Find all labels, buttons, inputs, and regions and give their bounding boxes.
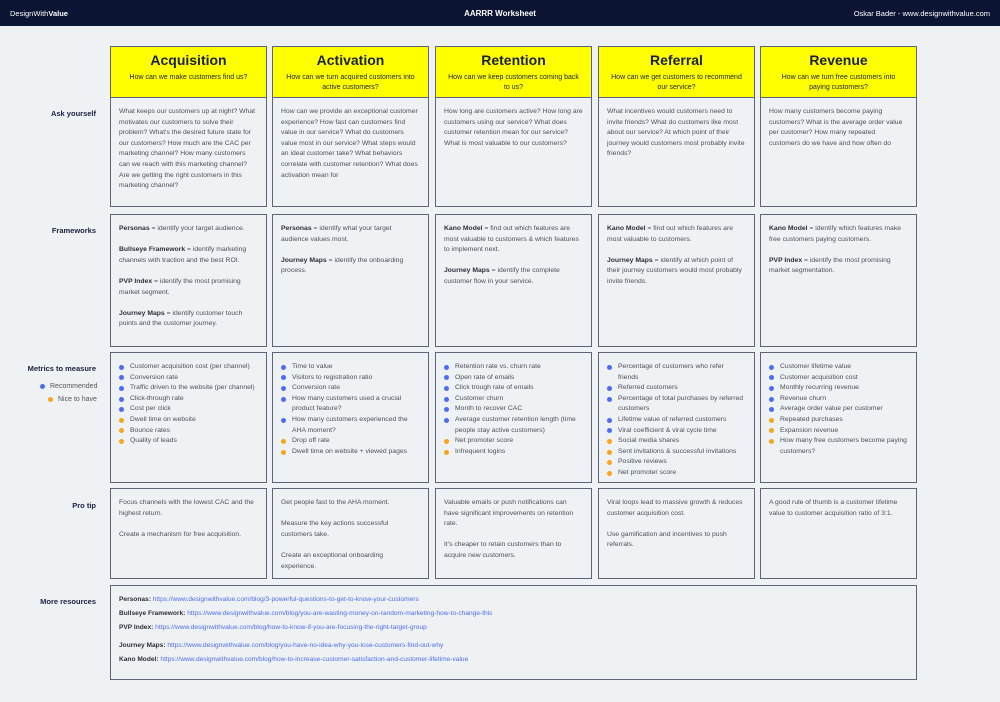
metrics-list — [119, 362, 258, 447]
brand-light: DesignWith — [10, 8, 49, 18]
acquisition-question: How can we make customers find us? — [129, 74, 248, 81]
recommended-dot-icon — [607, 386, 612, 391]
recommended-dot-icon — [281, 386, 286, 391]
referral-ask-text: What incentives would customers need to invite friends? What do customers like most about our service? At which point of their journey would customers most probably invite friends? — [607, 108, 745, 158]
tip-text: It's cheaper to retain customers than to acquire new customers. — [444, 541, 562, 559]
resource-item — [119, 624, 908, 632]
acquisition-tip-cell — [110, 488, 267, 579]
tip-text: Create a mechanism for free acquisition. — [119, 530, 242, 538]
metric-label: Open rate of emails — [455, 373, 515, 381]
framework-item — [119, 277, 258, 298]
retention-metrics-cell — [435, 352, 592, 483]
metric-item — [607, 457, 746, 468]
framework-name: Journey Maps — [281, 256, 327, 264]
framework-desc: = identify the complete customer flow in your service. — [444, 267, 560, 285]
metric-item — [769, 404, 908, 415]
recommended-dot-icon — [444, 365, 449, 370]
tip-text: Use gamification and incentives to push referrals. — [607, 530, 727, 549]
retention-header — [435, 46, 592, 98]
metric-label: Percentage of total purchases by referred customers — [618, 394, 744, 413]
framework-name: Personas — [119, 225, 150, 232]
metric-item — [444, 394, 583, 405]
metric-item — [607, 468, 746, 479]
row-label-metrics: Metrics to measure — [27, 364, 96, 373]
resource-item — [119, 610, 908, 618]
recommended-dot-icon — [119, 375, 124, 380]
framework-item — [444, 224, 583, 256]
metric-item — [119, 373, 258, 384]
metric-label: Customer acquisition cost — [780, 373, 858, 381]
recommended-dot-icon — [607, 365, 612, 370]
framework-item — [607, 224, 746, 245]
acquisition-title: Acquisition — [150, 52, 227, 68]
legend-label: Nice to have — [58, 396, 97, 403]
revenue-title: Revenue — [809, 52, 868, 68]
resource-name: Personas: — [119, 596, 151, 603]
revenue-header — [760, 46, 917, 98]
resource-link[interactable]: https://www.designwithvalue.com/blog/3-powerful-questions-to-get-to-know-your-customers — [152, 596, 419, 603]
framework-desc: = identify marketing channels with traction and the best ROI. — [119, 246, 247, 264]
nice-dot-icon — [281, 439, 286, 444]
nice-dot-icon — [769, 428, 774, 433]
framework-item — [119, 309, 258, 330]
metric-item — [281, 436, 420, 447]
referral-title: Referral — [650, 52, 703, 68]
nice-dot-icon — [607, 460, 612, 465]
metric-item — [281, 383, 420, 394]
framework-desc: = identify at which point of their journey customers would most probably invite friends. — [607, 256, 742, 285]
legend-recommended — [40, 383, 97, 390]
acquisition-metrics-cell — [110, 352, 267, 483]
row-label-ask: Ask yourself — [50, 109, 96, 118]
tip-text: A good rule of thumb is a customer lifetime value to customer acquisition ratio of 3:1. — [769, 499, 898, 517]
framework-item — [281, 256, 420, 277]
activation-title: Activation — [316, 52, 385, 68]
recommended-dot-icon — [281, 365, 286, 370]
referral-metrics-cell — [598, 352, 755, 483]
framework-name: PVP Index — [769, 256, 803, 264]
referral-header — [598, 46, 755, 98]
activation-header — [272, 46, 429, 98]
revenue-question: How can we turn free customers into paying customers? — [781, 74, 896, 91]
resource-item — [119, 656, 908, 664]
metric-item — [444, 373, 583, 384]
acquisition-header — [110, 46, 267, 98]
metric-label: Net promoter score — [618, 468, 677, 476]
metric-item — [769, 426, 908, 437]
metric-label: Click-through rate — [130, 394, 184, 402]
referral-tip-cell — [598, 488, 755, 579]
framework-desc: = identify your target audience. — [149, 225, 245, 232]
tip-text: Viral loops lead to massive growth & reduces customer acquisition cost. — [607, 499, 743, 517]
metric-label: Revenue churn — [780, 394, 827, 402]
metric-label: Visitors to registration ratio — [292, 373, 373, 381]
metric-label: Dwell time on website + viewed pages — [292, 447, 408, 455]
recommended-dot-icon — [119, 407, 124, 412]
revenue-frameworks-cell — [760, 214, 917, 347]
metric-item — [607, 436, 746, 447]
metric-label: How many customers experienced the AHA moment? — [292, 415, 408, 434]
metric-item — [444, 415, 583, 436]
metric-item — [607, 383, 746, 394]
recommended-dot-icon — [769, 375, 774, 380]
top-bar — [0, 0, 1000, 26]
metric-label: Customer churn — [455, 394, 504, 402]
resource-link[interactable]: https://www.designwithvalue.com/blog/you-are-wasting-money-on-random-marketing-how-to-change-this — [187, 610, 493, 617]
activation-metrics-cell — [272, 352, 429, 483]
recommended-dot-icon — [607, 397, 612, 402]
metric-item — [119, 426, 258, 437]
metrics-list — [281, 362, 420, 457]
metric-label: Positive reviews — [618, 458, 667, 466]
metric-label: Monthly recurring revenue — [780, 384, 859, 392]
metric-item — [281, 415, 420, 436]
tip-text: Measure the key actions successful customers take. — [281, 520, 389, 538]
framework-item — [769, 256, 908, 277]
nice-dot-icon — [119, 428, 124, 433]
nice-dot-icon — [607, 439, 612, 444]
activation-ask-cell — [272, 97, 429, 207]
framework-item — [119, 224, 258, 235]
recommended-dot-icon — [444, 375, 449, 380]
framework-name: Journey Maps — [119, 309, 165, 317]
framework-desc: = identify the most promising market segmentation. — [769, 256, 891, 275]
resource-name: Bullseye Framework: — [119, 610, 186, 617]
brand-bold: Value — [48, 8, 68, 18]
metric-label: Expansion revenue — [780, 426, 839, 434]
revenue-metrics-cell — [760, 352, 917, 483]
brand-logo[interactable] — [10, 9, 500, 18]
metric-item — [769, 373, 908, 384]
metric-item — [119, 362, 258, 373]
metric-item — [769, 394, 908, 405]
activation-tip-cell — [272, 488, 429, 579]
retention-question: How can we keep customers coming back to us? — [448, 74, 579, 91]
framework-name: Kano Model — [607, 225, 646, 232]
framework-name: Journey Maps — [607, 256, 653, 264]
metric-label: Customer acquisition cost (per channel) — [130, 363, 250, 370]
nice-dot-icon — [444, 450, 449, 455]
framework-name: Personas — [281, 225, 312, 232]
nice-dot-icon — [769, 418, 774, 423]
tip-text: Focus channels with the lowest CAC and the highest return. — [119, 499, 254, 517]
resource-name: Kano Model: — [119, 656, 159, 663]
metric-label: Drop off rate — [292, 437, 330, 445]
framework-item — [444, 266, 583, 287]
metric-label: Dwell time on website — [130, 415, 196, 423]
metric-label: Conversion rate — [130, 373, 178, 381]
metric-item — [119, 383, 258, 394]
metric-label: Viral coefficient & viral cycle time — [618, 426, 717, 434]
metric-label: Traffic driven to the website (per channel) — [130, 384, 255, 392]
revenue-ask-cell — [760, 97, 917, 207]
metric-item — [769, 415, 908, 426]
metrics-list — [607, 362, 746, 479]
tip-text: Valuable emails or push notifications can have significant improvements on retention rate. — [444, 499, 574, 528]
resources-panel — [110, 585, 917, 680]
framework-desc: = identify the most promising market segment. — [119, 277, 241, 296]
metric-item — [444, 383, 583, 394]
row-label-resources: More resources — [40, 597, 96, 606]
metric-label: Net promoter score — [455, 437, 514, 445]
legend-nice — [48, 396, 97, 403]
retention-ask-text: How long are customers active? How long are customers using our service? What does customer retention mean for our service? What is most valuable to our customers? — [444, 108, 583, 147]
recommended-dot-icon — [444, 397, 449, 402]
metric-label: Customer lifetime value — [780, 363, 852, 370]
revenue-ask-text: How many customers become paying customers? What is the average order value per customer? How many repeated customers do we have and how often do — [769, 108, 903, 147]
tip-text: Get people fast to the AHA moment. — [281, 499, 390, 506]
acquisition-ask-text: What keeps our customers up at night? What motivates our customers to solve their problem? What's the desired future state for our customers? How much are the CAC per marketing channel? How many customers can we reach with this marketing channel? Are we getting the right customers in this marketing channel? — [119, 108, 256, 190]
resource-link[interactable]: https://www.designwithvalue.com/blog/how-to-know-if-you-are-focusing-the-right-target-group — [155, 624, 427, 631]
recommended-dot-icon — [769, 397, 774, 402]
nice-dot-icon — [119, 439, 124, 444]
author-credit: Oskar Bader - www.designwithvalue.com — [853, 8, 990, 18]
recommended-dot-icon — [40, 384, 45, 389]
metric-label: Percentage of customers who refer friends — [618, 363, 724, 381]
framework-name: Journey Maps — [444, 267, 490, 275]
metric-item — [607, 362, 746, 383]
nice-dot-icon — [769, 439, 774, 444]
nice-dot-icon — [281, 450, 286, 455]
resource-name: Journey Maps: — [119, 642, 166, 649]
framework-desc: = find out which features are most valuable to customers & which features to implement next. — [444, 225, 579, 254]
metric-item — [119, 415, 258, 426]
metric-label: Bounce rates — [130, 426, 171, 434]
metric-label: Social media shares — [618, 437, 680, 445]
tip-text: Create an exceptional onboarding experience. — [281, 551, 384, 570]
metric-label: Average customer retention length (time people stay active customers) — [455, 415, 576, 434]
metric-label: Click trough rate of emails — [455, 384, 534, 392]
metric-label: Retention rate vs. churn rate — [455, 363, 541, 370]
referral-frameworks-cell — [598, 214, 755, 347]
retention-title: Retention — [481, 52, 546, 68]
metric-item — [769, 436, 908, 457]
recommended-dot-icon — [769, 365, 774, 370]
recommended-dot-icon — [119, 365, 124, 370]
metric-item — [281, 373, 420, 384]
activation-ask-text: How can we provide an exceptional customer experience? How fast can customers find value in our service? What do customers value most in our service? What steps would an ideal customer take? What behaviors correlate with customer retention? What does activation mean for — [281, 108, 418, 179]
metrics-list — [444, 362, 583, 457]
recommended-dot-icon — [119, 386, 124, 391]
framework-desc: = identify the onboarding process. — [281, 256, 404, 275]
recommended-dot-icon — [281, 375, 286, 380]
metric-label: Cost per click — [130, 405, 171, 413]
metric-label: Conversion rate — [292, 384, 340, 392]
metric-item — [119, 394, 258, 405]
metric-label: Repeated purchases — [780, 415, 843, 423]
framework-desc: = find out which features are most valuable to customers. — [607, 225, 733, 243]
metric-item — [769, 383, 908, 394]
referral-ask-cell — [598, 97, 755, 207]
metric-item — [444, 447, 583, 458]
nice-dot-icon — [119, 418, 124, 423]
row-label-pro-tip: Pro tip — [72, 501, 96, 510]
metric-label: How many free customers become paying customers? — [780, 437, 907, 455]
nice-dot-icon — [48, 397, 53, 402]
resource-name: PVP Index: — [119, 624, 154, 631]
framework-item — [119, 245, 258, 266]
retention-ask-cell — [435, 97, 592, 207]
recommended-dot-icon — [607, 418, 612, 423]
resource-link[interactable]: https://www.designwithvalue.com/blog/how-to-increase-customer-satisfaction-and-customer-lifetime-value — [160, 656, 469, 663]
framework-name: Kano Model — [769, 225, 808, 232]
metric-label: Month to recover CAC — [455, 405, 523, 413]
recommended-dot-icon — [119, 397, 124, 402]
resource-link[interactable]: https://www.designwithvalue.com/blog/you-have-no-idea-why-you-lose-customers-find-out-why — [167, 642, 444, 649]
framework-name: PVP Index — [119, 277, 153, 285]
metric-item — [607, 394, 746, 415]
recommended-dot-icon — [444, 418, 449, 423]
metric-item — [281, 362, 420, 373]
metrics-list — [769, 362, 908, 457]
acquisition-frameworks-cell — [110, 214, 267, 347]
metric-label: How many customers used a crucial product feature? — [292, 394, 402, 413]
nice-dot-icon — [607, 450, 612, 455]
framework-name: Bullseye Framework — [119, 246, 186, 254]
nice-dot-icon — [444, 439, 449, 444]
activation-question: How can we turn acquired customers into active customers? — [286, 74, 415, 91]
metric-item — [281, 394, 420, 415]
metric-item — [769, 362, 908, 373]
metric-item — [607, 415, 746, 426]
retention-tip-cell — [435, 488, 592, 579]
recommended-dot-icon — [769, 407, 774, 412]
revenue-tip-cell — [760, 488, 917, 579]
metric-item — [444, 436, 583, 447]
nice-dot-icon — [607, 471, 612, 476]
metric-label: Quality of leads — [130, 437, 177, 445]
metric-label: Referred customers — [618, 384, 678, 392]
metric-item — [607, 447, 746, 458]
legend-label: Recommended — [50, 383, 98, 390]
activation-frameworks-cell — [272, 214, 429, 347]
metric-item — [607, 426, 746, 437]
recommended-dot-icon — [444, 407, 449, 412]
framework-desc: = identify which features make free customers paying customers. — [769, 225, 902, 243]
framework-name: Kano Model — [444, 225, 483, 232]
framework-item — [607, 256, 746, 288]
framework-desc: = identify customer touch points and the customer journey. — [119, 309, 243, 328]
metric-item — [444, 362, 583, 373]
recommended-dot-icon — [281, 397, 286, 402]
recommended-dot-icon — [769, 386, 774, 391]
metric-label: Time to value — [292, 363, 333, 370]
framework-item — [769, 224, 908, 245]
referral-question: How can we get customers to recommend our service? — [611, 74, 742, 91]
metric-item — [119, 404, 258, 415]
acquisition-ask-cell — [110, 97, 267, 207]
metric-label: Average order value per customer — [780, 405, 883, 413]
recommended-dot-icon — [281, 418, 286, 423]
page-title: AARRR Worksheet — [464, 8, 536, 18]
framework-desc: = identify what your target audience values most. — [281, 225, 392, 243]
recommended-dot-icon — [607, 428, 612, 433]
framework-item — [281, 224, 420, 245]
metric-label: Lifetime value of referred customers — [618, 415, 727, 423]
metric-item — [444, 404, 583, 415]
metric-item — [281, 447, 420, 458]
row-label-frameworks: Frameworks — [51, 226, 96, 235]
retention-frameworks-cell — [435, 214, 592, 347]
metric-label: Sent invitations & successful invitations — [618, 447, 737, 455]
metric-label: Infrequent logins — [455, 447, 506, 455]
metric-item — [119, 436, 258, 447]
resource-item — [119, 596, 908, 604]
resource-item — [119, 642, 908, 650]
recommended-dot-icon — [444, 386, 449, 391]
